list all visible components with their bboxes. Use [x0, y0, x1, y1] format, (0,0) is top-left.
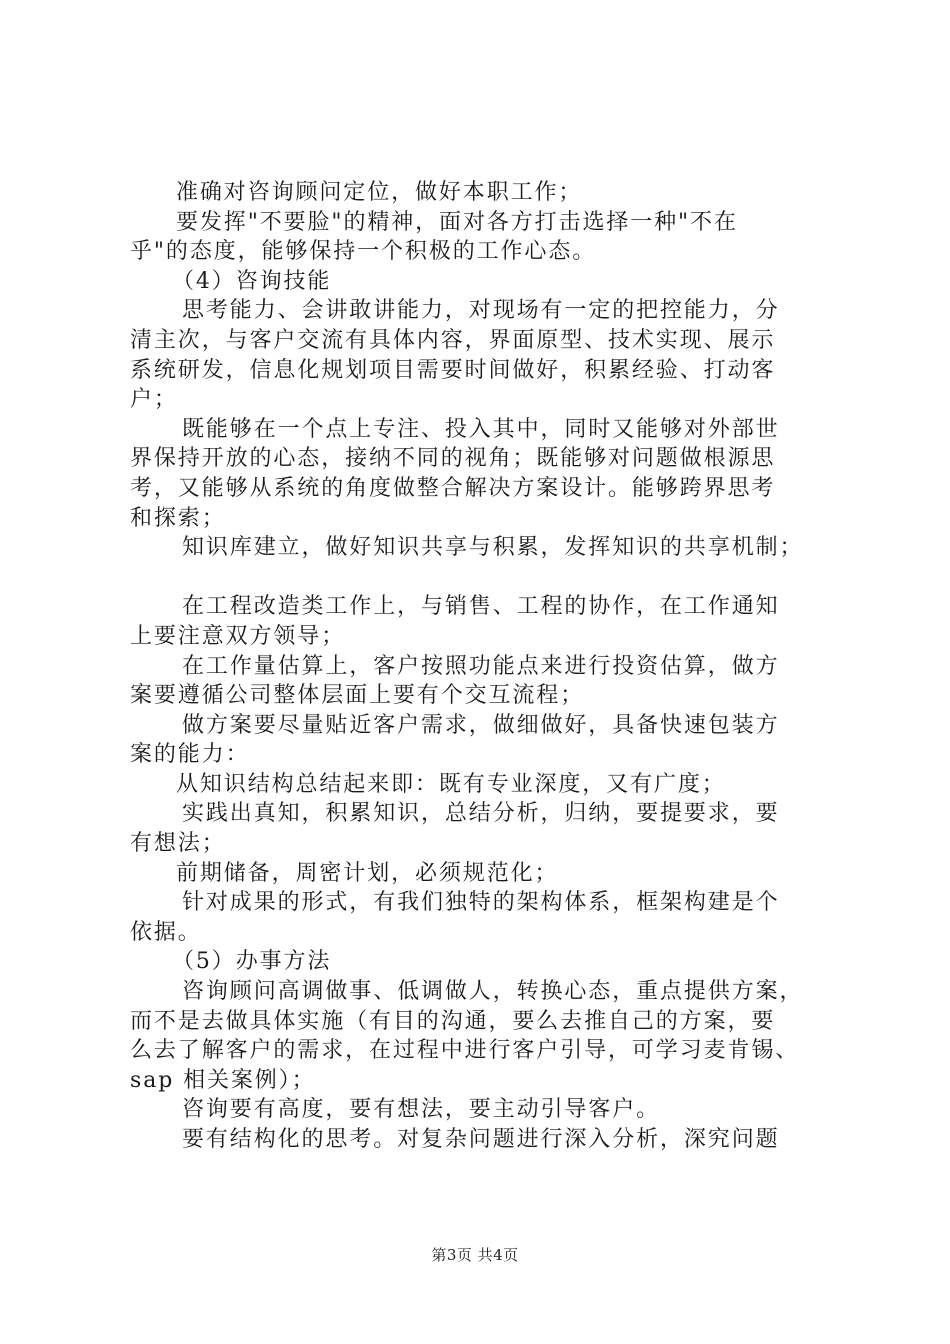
- text-line: 在工作量估算上，客户按照功能点来进行投资估算，做方: [182, 653, 780, 679]
- text-line: 么去了解客户的需求，在过程中进行客户引导，可学习麦肯锡、: [130, 1038, 800, 1064]
- text-line: 知识库建立，做好知识共享与积累，发挥知识的共享机制；: [182, 535, 804, 561]
- text-line: 清主次，与客户交流有具体内容，界面原型、技术实现、展示: [130, 327, 776, 353]
- text-line: 在工程改造类工作上，与销售、工程的协作，在工作通知: [182, 594, 780, 620]
- text-line: sap 相关案例）；: [130, 1067, 316, 1093]
- text-line: 有想法；: [130, 831, 226, 857]
- text-line: 咨询顾问高调做事、低调做人，转换心态，重点提供方案，: [182, 979, 804, 1005]
- section-heading: （5）办事方法: [172, 949, 332, 975]
- text-line: 案的能力：: [130, 742, 250, 768]
- text-line: 界保持开放的心态，接纳不同的视角；既能够对问题做根源思: [130, 446, 776, 472]
- text-line: 案要遵循公司整体层面上要有个交互流程；: [130, 683, 585, 709]
- document-body: [130, 178, 832, 1155]
- text-line: 实践出真知，积累知识，总结分析，归纳，要提要求，要: [182, 801, 780, 827]
- text-line: 既能够在一个点上专注、投入其中，同时又能够对外部世: [182, 416, 780, 442]
- text-line: 准确对咨询顾问定位，做好本职工作；: [176, 180, 583, 205]
- text-line: 做方案要尽量贴近客户需求，做细做好，具备快速包装方: [182, 712, 780, 738]
- text-line: 要有结构化的思考。对复杂问题进行深入分析，深究问题: [182, 1127, 780, 1152]
- text-line: 前期储备，周密计划，必须规范化；: [176, 860, 559, 886]
- text-line: 户；: [130, 387, 178, 413]
- text-line: 要发挥"不要脸"的精神，面对各方打击选择一种"不在: [176, 209, 738, 235]
- text-line: 依据。: [130, 919, 202, 945]
- text-line: 上要注意双方领导；: [130, 623, 346, 649]
- text-line: 思考能力、会讲敢讲能力，对现场有一定的把控能力，分: [182, 298, 780, 324]
- text-line: 从知识结构总结起来即：既有专业深度，又有广度；: [176, 771, 726, 797]
- text-line: 和探索；: [130, 505, 226, 531]
- text-line: 乎"的态度，能够保持一个积极的工作心态。: [130, 239, 597, 265]
- text-line: 而不是去做具体实施（有目的沟通，要么去推自己的方案，要: [130, 1008, 776, 1034]
- text-line: 系统研发，信息化规划项目需要时间做好，积累经验、打动客: [130, 357, 776, 383]
- blank-line: [130, 563, 832, 593]
- section-heading: （4）咨询技能: [172, 268, 332, 294]
- text-line: 咨询要有高度，要有想法，要主动引导客户。: [182, 1097, 661, 1123]
- page-footer: 第3页 共4页: [431, 1246, 519, 1264]
- text-line: 考，又能够从系统的角度做整合解决方案设计。能够跨界思考: [130, 475, 776, 501]
- text-line: 针对成果的形式，有我们独特的架构体系，框架构建是个: [182, 890, 780, 916]
